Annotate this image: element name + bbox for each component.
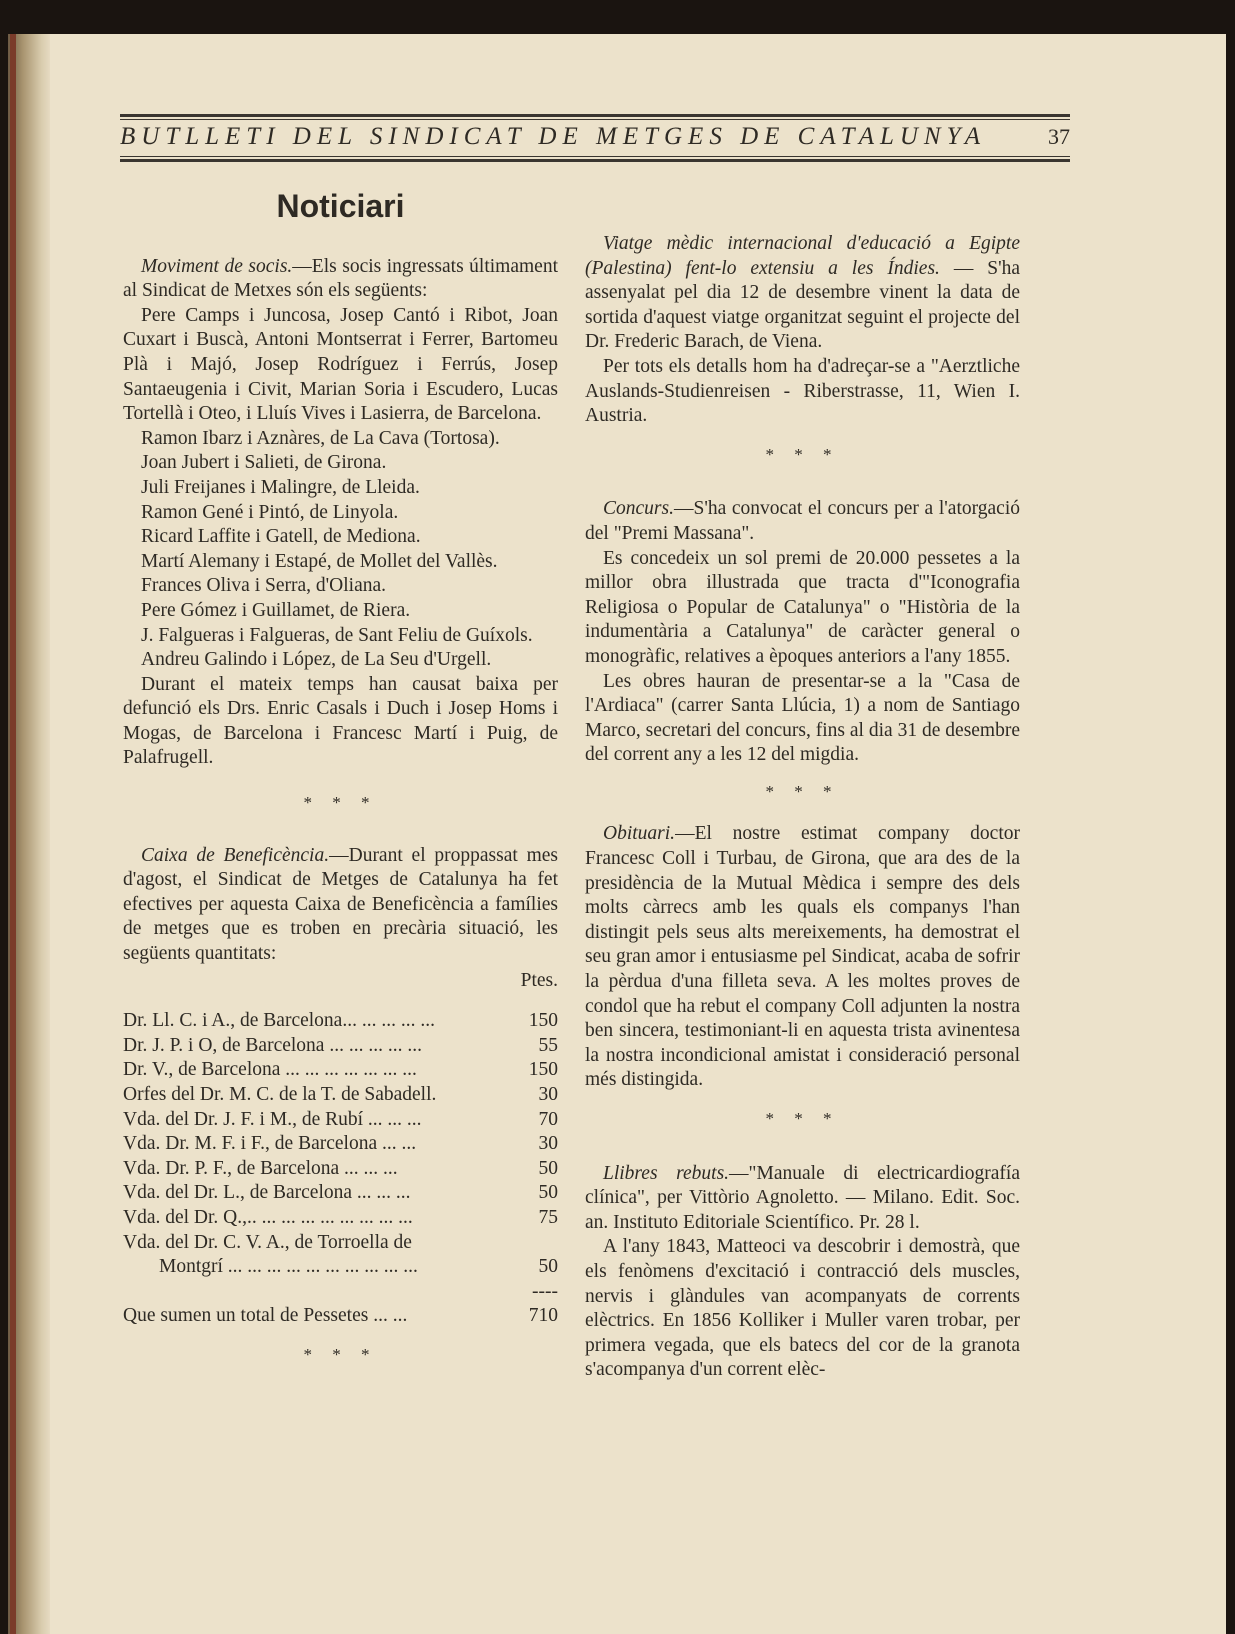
donation-amount: 50 bbox=[538, 1182, 558, 1204]
concurs-text: —S'ha convocat el concurs per a l'atorgació del "Premi Massana". bbox=[585, 498, 1020, 544]
obituari-text: —El nostre estimat company doctor Francesc Coll i Turbau, de Girona, que ara des de la presidència de la Mutual Mèdica i sempre des dels molts càrrecs amb les quals els companys l'han distingit pels seus alts mereixements, ha demostrat el seu gran amor i entusiasme pel Sindicat, acaba de sofrir la pèrdua d'una filleta seva. A les moltes proves de condol que ha rebut el company Coll adjunten la nostra ben sincera, testimoniant-li en aquesta trista avinentesa la nostra incondicional amistat i consideració personal més distingida. bbox=[585, 823, 1020, 1091]
donation-name: Montgrí ... ... ... ... ... ... ... ... ... ... bbox=[159, 1256, 418, 1278]
separator-row bbox=[123, 1280, 558, 1305]
caixa-text: —Durant el proppassat mes d'agost, el Sindicat de Metges de Catalunya ha fet efectives per aquesta Caixa de Beneficència a famílies de metges que es troben en precària situació, les següents quantitats: bbox=[123, 844, 558, 965]
donation-row bbox=[123, 1157, 558, 1182]
member-entry: Martí Alemany i Estapé, de Mollet del Vallès. bbox=[141, 550, 498, 572]
member-entry: J. Falgueras i Falgueras, de Sant Feliu de Guíxols. bbox=[141, 624, 533, 646]
donation-name: Vda. Dr. M. F. i F., de Barcelona ... ... bbox=[123, 1133, 417, 1155]
section-divider: * * * bbox=[765, 444, 840, 464]
section-divider: * * * bbox=[303, 1344, 378, 1364]
donation-row bbox=[123, 1034, 558, 1059]
member-entry: Ramon Gené i Pintó, de Linyola. bbox=[141, 501, 399, 523]
concurs-lead: Concurs. bbox=[603, 498, 674, 520]
moviment-text: —Els socis ingressats últimament al Sindicat de Metxes són els següents: bbox=[123, 255, 558, 302]
llibres-text: —"Manuale di electricardiografía clínica", per Vittòrio Agnoletto. — Milano. Edit. Soc. an. Instituto Editoriale Scientífico. Pr. 28 l. bbox=[585, 1162, 1020, 1233]
donation-amount: 50 bbox=[538, 1157, 558, 1179]
left-column bbox=[123, 184, 558, 1376]
obituari-lead: Obituari. bbox=[603, 823, 676, 845]
binding-edge bbox=[10, 34, 16, 1634]
section-divider: * * * bbox=[765, 1109, 840, 1128]
donation-amount: 70 bbox=[538, 1108, 558, 1130]
member-entry: Juli Freijanes i Malingre, de Lleida. bbox=[141, 476, 420, 498]
total-row bbox=[123, 1304, 558, 1329]
member-entry: Pere Camps i Juncosa, Josep Cantó i Ribot, Joan Cuxart i Buscà, Antoni Montserrat i Ferrer, Bartomeu Plà i Majó, Josep Rodríguez i Ferrús, Josep Santaeugenia i Civit, Marian Soria i Escudero, Lucas Tortellà i Oteo, i Lluís Vives i Lasierra, de Barcelona. bbox=[123, 304, 558, 425]
member-entry: Pere Gómez i Guillamet, de Riera. bbox=[141, 599, 411, 621]
total-amount: 710 bbox=[528, 1305, 558, 1327]
concurs-paragraph-3: Les obres hauran de presentar-se a la "Casa de l'Ardiaca" (carrer Santa Llúcia, 1) a nom de Santiago Marco, secretari del concurs, fins al dia 31 de desembre del corrent any a les 12 del migdia. bbox=[585, 670, 1020, 766]
caixa-paragraph bbox=[123, 844, 558, 967]
concurs-paragraph-2: Es concedeix un sol premi de 20.000 pessetes a la millor obra illustrada que tracta d'"Iconografia Religiosa o Popular de Catalunya" o "Història de la indumentària a Catalunya" de caràcter general o monogràfic, relatives a èpoques anteriors a l'any 1855. bbox=[585, 547, 1020, 667]
donation-amount: 75 bbox=[538, 1206, 558, 1228]
donation-name: Vda. Dr. P. F., de Barcelona ... ... ... bbox=[123, 1157, 398, 1179]
page-number: 37 bbox=[1048, 124, 1070, 149]
journal-title: BUTLLETI DEL SINDICAT DE METGES DE CATALUNYA bbox=[120, 123, 987, 150]
header-top-rule bbox=[120, 114, 1070, 117]
donation-amount: 150 bbox=[528, 1010, 558, 1032]
llibres-lead: Llibres rebuts. bbox=[603, 1162, 730, 1184]
viatge-paragraph-2: Per tots els detalls hom ha d'adreçar-se a "Aerztliche Auslands-Studienreisen - Riberstrasse, 11, Wien I. Austria. bbox=[585, 355, 1020, 427]
sum-separator: ---- bbox=[532, 1280, 558, 1302]
section-heading: Noticiari bbox=[276, 188, 405, 224]
right-column bbox=[585, 232, 1020, 1383]
member-entry: Andreu Galindo i López, de La Seu d'Urgell. bbox=[141, 649, 492, 671]
section-divider: * * * bbox=[303, 793, 378, 813]
obituari-paragraph bbox=[585, 822, 1020, 1093]
donation-name: Vda. del Dr. J. F. i M., de Rubí ... ... ... bbox=[123, 1108, 422, 1130]
concurs-paragraph bbox=[585, 497, 1020, 546]
donation-amount: 30 bbox=[538, 1133, 558, 1155]
donation-amount: 150 bbox=[528, 1059, 558, 1081]
donation-name: Vda. del Dr. Q.,.. ... ... ... ... ... ... ... ... bbox=[123, 1206, 413, 1228]
member-entry: Joan Jubert i Salieti, de Girona. bbox=[141, 452, 387, 474]
total-label: Que sumen un total de Pessetes ... ... bbox=[123, 1305, 408, 1327]
donation-row bbox=[123, 1083, 558, 1108]
llibres-paragraph-2: A l'any 1843, Matteoci va descobrir i demostrà, que els fenòmens d'excitació i contracció dels muscles, nervis i glàndules van acompanyats de corrents elèctrics. En 1856 Kolliker i Muller varen trobar, per primera vegada, que els batecs del cor de la granota s'acompanya d'un corrent elèc- bbox=[585, 1236, 1020, 1381]
viatge-paragraph bbox=[585, 232, 1020, 355]
header-bottom-rule-thin bbox=[120, 156, 1070, 157]
donation-row bbox=[123, 1058, 558, 1083]
section-divider: * * * bbox=[765, 781, 840, 801]
caixa-lead: Caixa de Beneficència. bbox=[141, 844, 330, 866]
donation-row bbox=[123, 1108, 558, 1133]
donation-row bbox=[123, 1009, 558, 1034]
viatge-lead: Viatge mèdic internacional d'educació a Egipte (Palestina) fent-lo extensiu a les Índies. bbox=[585, 233, 1020, 279]
member-entry: Ramon Ibarz i Aznàres, de La Cava (Tortosa). bbox=[141, 427, 500, 449]
running-header bbox=[120, 122, 1070, 152]
donation-row bbox=[123, 1206, 558, 1231]
donation-amount: 55 bbox=[538, 1034, 558, 1056]
donation-name: Vda. del Dr. C. V. A., de Torroella de bbox=[123, 1231, 412, 1253]
donation-amount: 30 bbox=[538, 1084, 558, 1105]
journal-page bbox=[50, 34, 1226, 1634]
llibres-paragraph bbox=[585, 1162, 1020, 1236]
donation-name: Dr. Ll. C. i A., de Barcelona... ... ... ... ... bbox=[123, 1010, 435, 1032]
moviment-lead: Moviment de socis. bbox=[141, 255, 293, 277]
donation-amount: 50 bbox=[538, 1256, 558, 1278]
member-entry: Frances Oliva i Serra, d'Oliana. bbox=[141, 575, 387, 597]
donation-row bbox=[123, 1231, 558, 1256]
donation-row bbox=[123, 1181, 558, 1206]
header-bottom-rule bbox=[120, 159, 1070, 162]
donation-name: Orfes del Dr. M. C. de la T. de Sabadell. bbox=[123, 1084, 437, 1105]
member-entry: Ricard Laffite i Gatell, de Mediona. bbox=[141, 526, 421, 548]
page-scan bbox=[8, 34, 1226, 1634]
moviment-paragraph bbox=[123, 255, 558, 304]
donation-name: Vda. del Dr. L., de Barcelona ... ... ... bbox=[123, 1182, 411, 1204]
viatge-text: — S'ha assenyalat pel dia 12 de desembre vinent la data de sortida d'aquest viatge organitzat seguint el projecte del Dr. Frederic Barach, de Viena. bbox=[585, 257, 1020, 353]
donations-table bbox=[123, 1009, 558, 1329]
donation-row bbox=[123, 1255, 558, 1280]
header-top-rule-thin bbox=[120, 119, 1070, 120]
donation-name: Dr. J. P. i O, de Barcelona ... ... ... ... ... bbox=[123, 1034, 422, 1056]
ptes-column-label: Ptes. bbox=[520, 969, 558, 991]
donation-name: Dr. V., de Barcelona ... ... ... ... ... ... ... bbox=[123, 1059, 417, 1081]
donation-row bbox=[123, 1132, 558, 1157]
baixa-paragraph: Durant el mateix temps han causat baixa per defunció els Drs. Enric Casals i Duch i Josep Homs i Mogas, de Barcelona i Francesc Martí i Puig, de Palafrugell. bbox=[123, 673, 558, 769]
